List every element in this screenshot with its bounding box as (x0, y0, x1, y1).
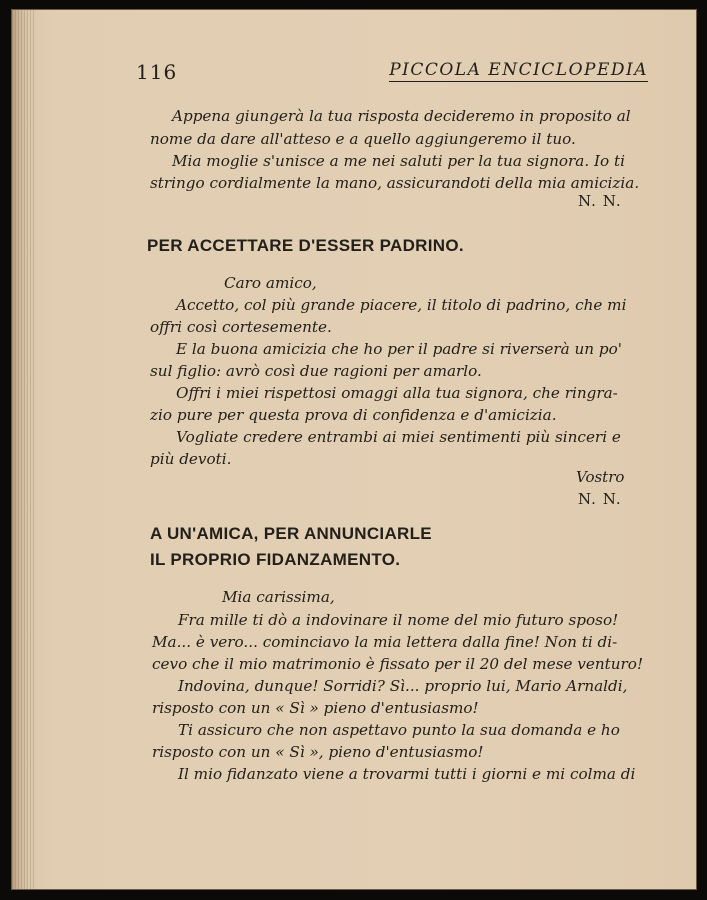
signature: N. N. (578, 490, 622, 508)
text-line: Appena giungerà la tua risposta decideremo in proposito al (172, 107, 631, 125)
text-line: nome da dare all'atteso e a quello aggiungeremo il tuo. (150, 130, 576, 148)
running-head: PICCOLA ENCICLOPEDIA (389, 60, 648, 80)
salutation: Caro amico, (224, 274, 317, 292)
text-line: risposto con un « Sì », pieno d'entusiasmo! (152, 743, 484, 761)
text-line: Vogliate credere entrambi ai miei sentimenti più sinceri e (176, 428, 621, 446)
text-line: Il mio fidanzato viene a trovarmi tutti i giorni e mi colma di (178, 765, 636, 783)
closing: Vostro (576, 468, 625, 486)
text-line: Accetto, col più grande piacere, il titolo di padrino, che mi (176, 296, 627, 314)
page-header (136, 60, 648, 84)
section-heading: PER ACCETTARE D'ESSER PADRINO. (147, 236, 464, 255)
text-line: Ti assicuro che non aspettavo punto la sua domanda e ho (178, 721, 620, 739)
text-line: E la buona amicizia che ho per il padre si riverserà un po' (176, 340, 622, 358)
text-line: cevo che il mio matrimonio è fissato per il 20 del mese venturo! (152, 655, 644, 673)
text-line: stringo cordialmente la mano, assicurandoti della mia amicizia. (150, 174, 640, 192)
text-line: Indovina, dunque! Sorridi? Sì... proprio lui, Mario Arnaldi, (178, 677, 628, 695)
page-gutter (12, 10, 34, 889)
text-line: risposto con un « Sì » pieno d'entusiasmo! (152, 699, 479, 717)
page-number: 116 (136, 60, 178, 84)
text-line: Fra mille ti dò a indovinare il nome del mio futuro sposo! (178, 611, 619, 629)
text-line: sul figlio: avrò così due ragioni per amarlo. (150, 362, 482, 380)
signature: N. N. (578, 192, 622, 210)
text-line: offri così cortesemente. (150, 318, 332, 336)
text-line: zio pure per questa prova di confidenza e d'amicizia. (150, 406, 557, 424)
section-heading: A UN'AMICA, PER ANNUNCIARLE (150, 524, 432, 543)
section-heading-continued: IL PROPRIO FIDANZAMENTO. (150, 550, 401, 569)
text-line: Offri i miei rispettosi omaggi alla tua signora, che ringra- (176, 384, 618, 402)
text-line: più devoti. (150, 450, 232, 468)
text-line: Mia moglie s'unisce a me nei saluti per la tua signora. Io ti (172, 152, 625, 170)
salutation: Mia carissima, (222, 588, 335, 606)
text-line: Ma... è vero... cominciavo la mia lettera dalla fine! Non ti di- (152, 633, 618, 651)
